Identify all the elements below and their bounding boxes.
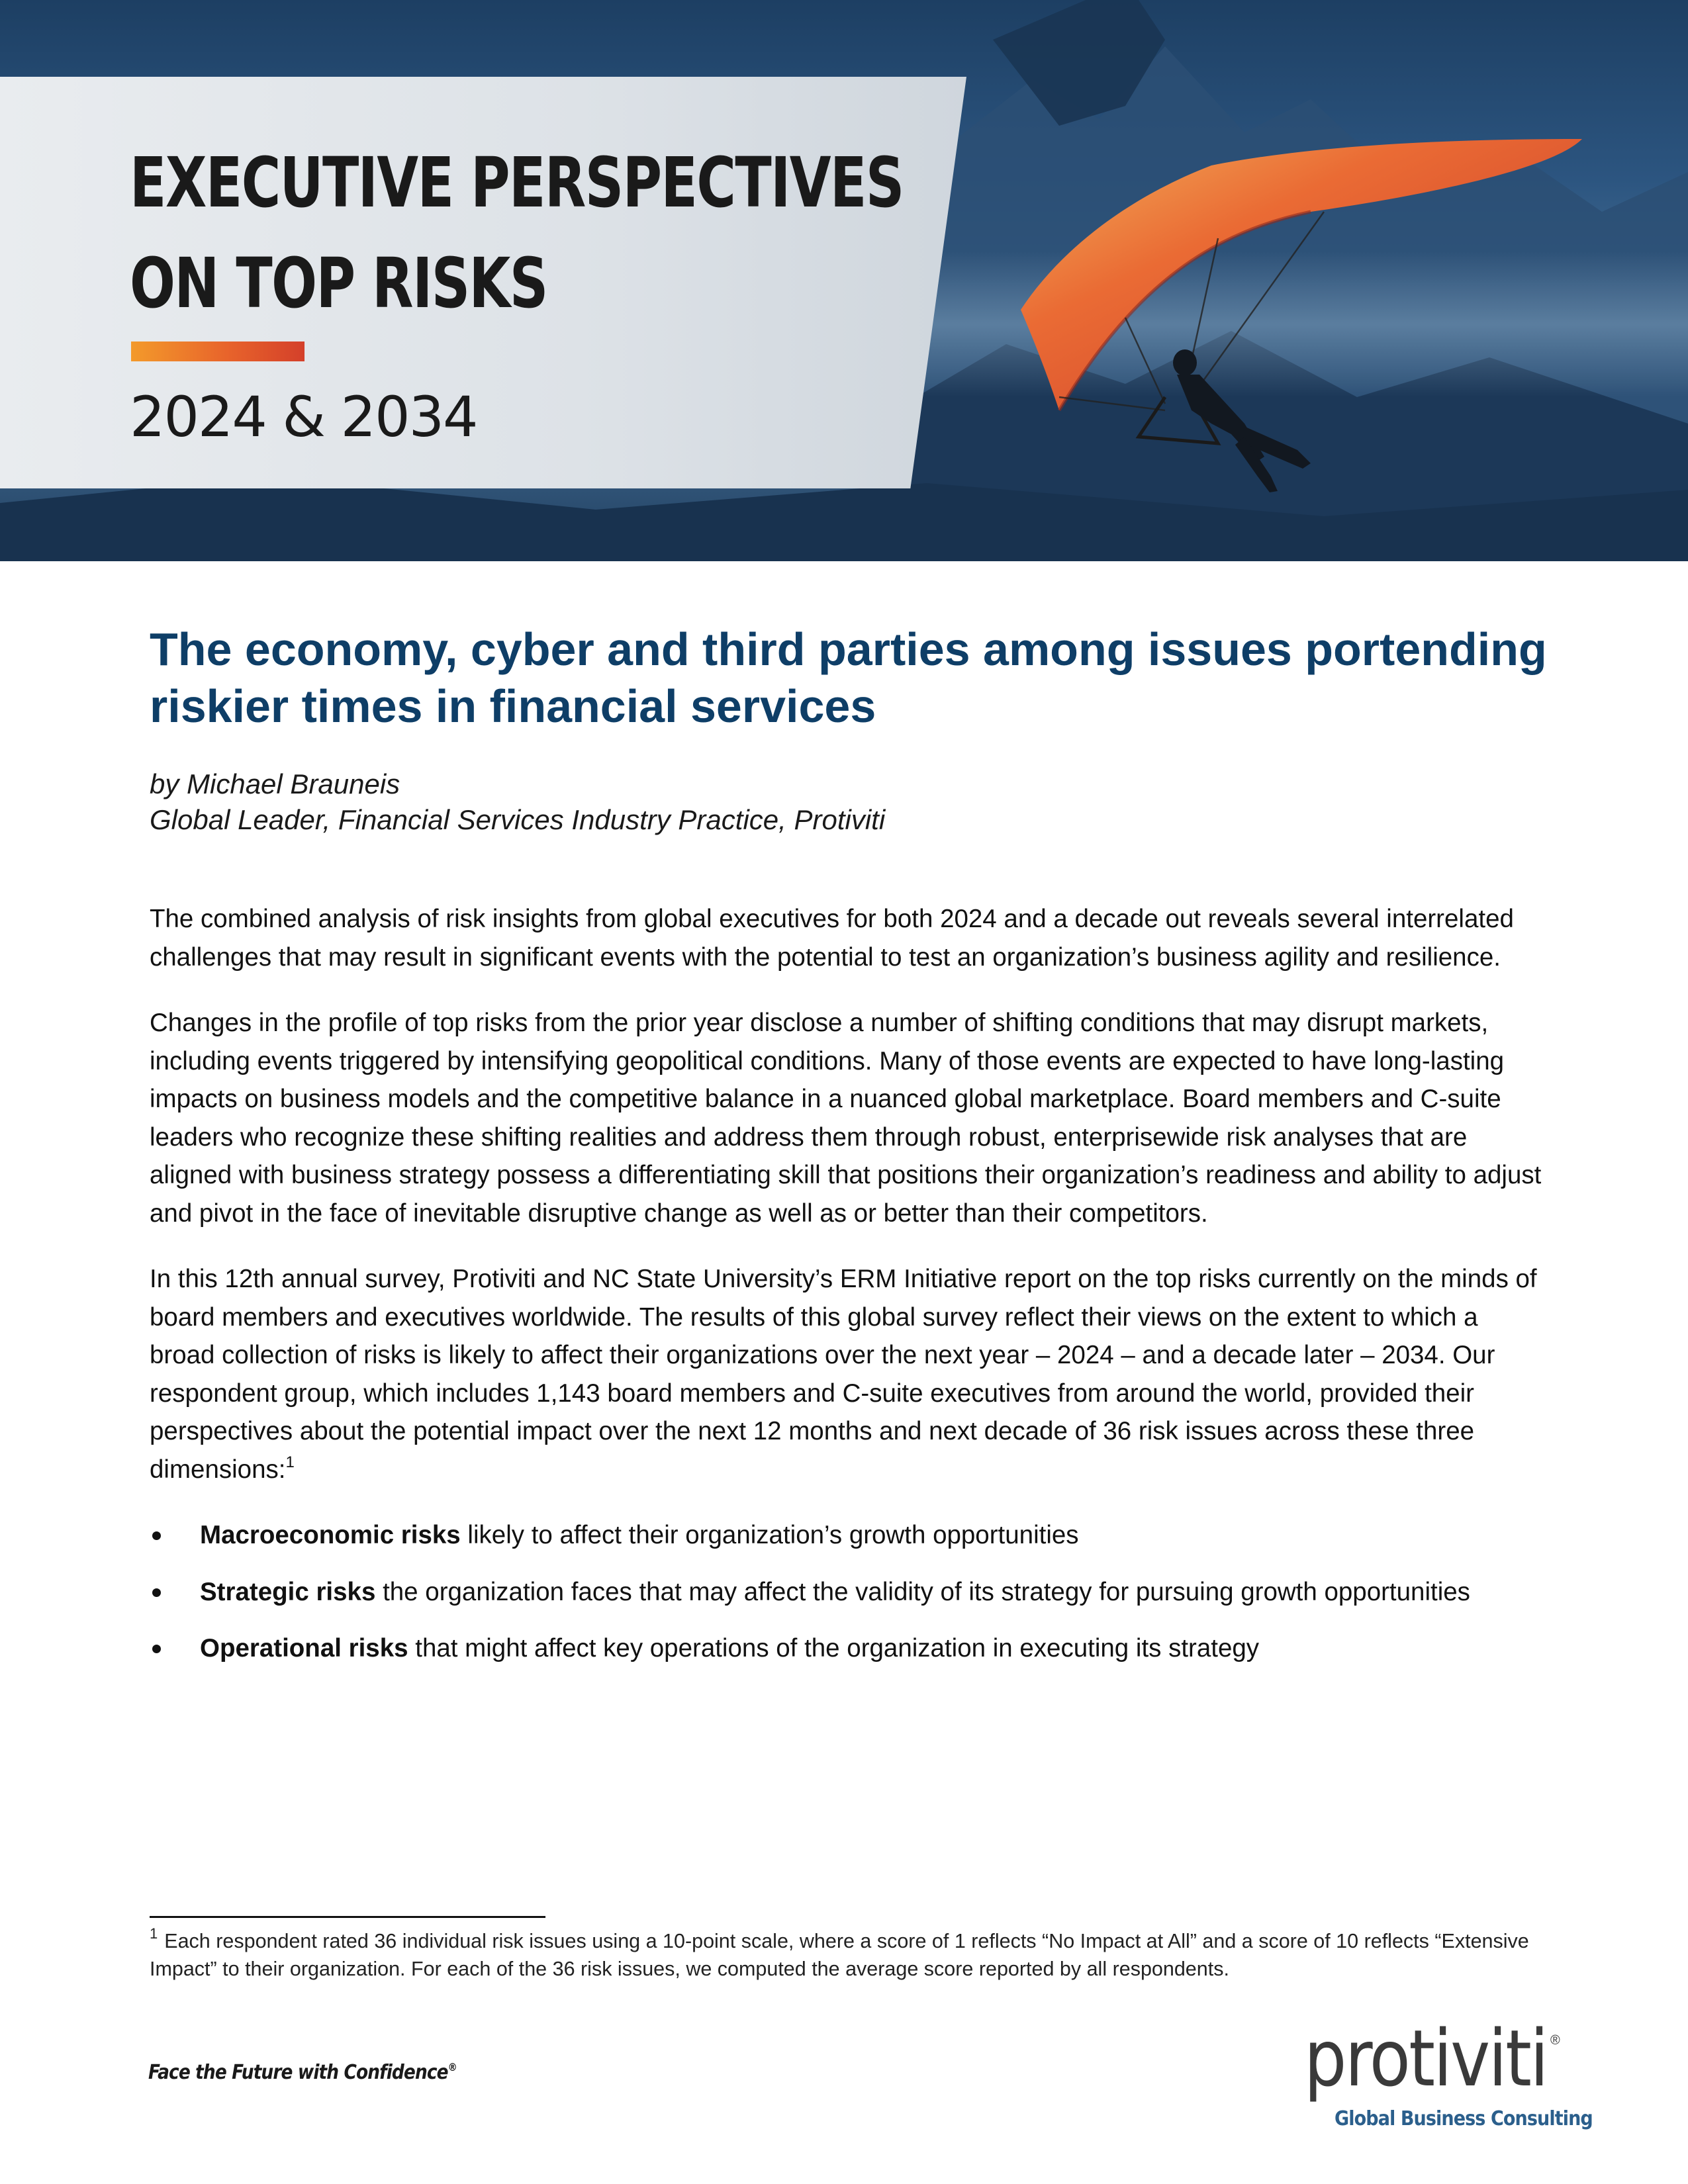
- article-headline: The economy, cyber and third parties among issues portending riskier times in financial services: [150, 623, 1547, 732]
- tagline-registered-mark: ®: [447, 2061, 457, 2073]
- tagline-text: Face the Future with Confidence: [148, 2061, 448, 2084]
- list-item-bold: Operational risks: [200, 1634, 408, 1662]
- byline-role: Global Leader, Financial Services Industry Practice, Protiviti: [150, 804, 886, 835]
- report-years: 2024 & 2034: [130, 385, 477, 449]
- paragraph-1: The combined analysis of risk insights from global executives for both 2024 and a decade out reveals several interrelated challenges that may result in significant events with the potential to test an organization’s business agility and resilience.: [150, 905, 1514, 972]
- list-item-bold: Strategic risks: [200, 1577, 376, 1606]
- paragraph-2: Changes in the profile of top risks from the prior year disclose a number of shifting conditions that may disrupt markets, including events triggered by intensifying geopolitical conditions. Many of those events are expected to have long-lasting impacts on business models and the competitive balance in a nuanced global marketplace. Board members and C-suite leaders who recognize these shifting realities and address them through robust, enterprisewide risk analyses that are aligned with business strategy possess a differentiating skill that positions their organization’s readiness and ability to adjust and pivot in the face of inevitable disruptive change as well as or better than their competitors.: [150, 1009, 1542, 1228]
- list-item: [150, 1629, 1546, 1668]
- byline: [150, 766, 1540, 838]
- risk-dimensions-list: [150, 1516, 1546, 1668]
- bullet-icon: [152, 1588, 161, 1597]
- byline-author: by Michael Brauneis: [150, 768, 400, 799]
- list-item-text: the organization faces that may affect the validity of its strategy for pursuing growth opportunities: [375, 1577, 1470, 1606]
- article-body: [150, 900, 1546, 1686]
- list-item-text: likely to affect their organization’s growth opportunities: [460, 1521, 1079, 1549]
- report-title-line-1: EXECUTIVE PERSPECTIVES: [130, 142, 904, 223]
- list-item: [150, 1516, 1546, 1555]
- report-title-line-2: ON TOP RISKS: [130, 243, 547, 324]
- orange-accent-bar: [131, 341, 305, 361]
- logo-wordmark: protiviti: [1304, 2013, 1548, 2104]
- bullet-icon: [152, 1645, 161, 1653]
- paragraph-3: [150, 1260, 1546, 1488]
- footnote-text: Each respondent rated 36 individual risk issues using a 10-point scale, where a score of 1 reflects “No Impact at All” and a score of 10 reflects “Extensive Impact” to their organization. For each of the 36 risk issues, we computed the average score reported by all respondents.: [150, 1930, 1529, 1980]
- footnote-divider: [150, 1916, 545, 1918]
- footnote-number: 1: [150, 1925, 158, 1942]
- tagline: [148, 2061, 457, 2084]
- footnote: [150, 1927, 1553, 1983]
- hero-banner: [0, 0, 1688, 561]
- logo-registered-mark: ®: [1550, 2033, 1560, 2048]
- list-item-text: that might affect key operations of the organization in executing its strategy: [408, 1634, 1260, 1662]
- logo-subtitle: Global Business Consulting: [1335, 2107, 1593, 2130]
- footnote-reference[interactable]: 1: [285, 1453, 295, 1471]
- bullet-icon: [152, 1531, 161, 1540]
- protiviti-logo[interactable]: [1304, 2013, 1593, 2138]
- list-item: [150, 1573, 1546, 1612]
- list-item-bold: Macroeconomic risks: [200, 1521, 461, 1549]
- report-title: [130, 132, 904, 334]
- paragraph-3-text: In this 12th annual survey, Protiviti and NC State University’s ERM Initiative report on the top risks currently on the minds of board members and executives worldwide. The results of this global survey reflect their views on the extent to which a broad collection of risks is likely to affect their organizations over the next year – 2024 – and a decade later – 2034. Our respondent group, which includes 1,143 board members and C-suite executives from around the world, provided their perspectives about the potential impact over the next 12 months and next decade of 36 risk issues across these three dimensions:: [150, 1265, 1537, 1484]
